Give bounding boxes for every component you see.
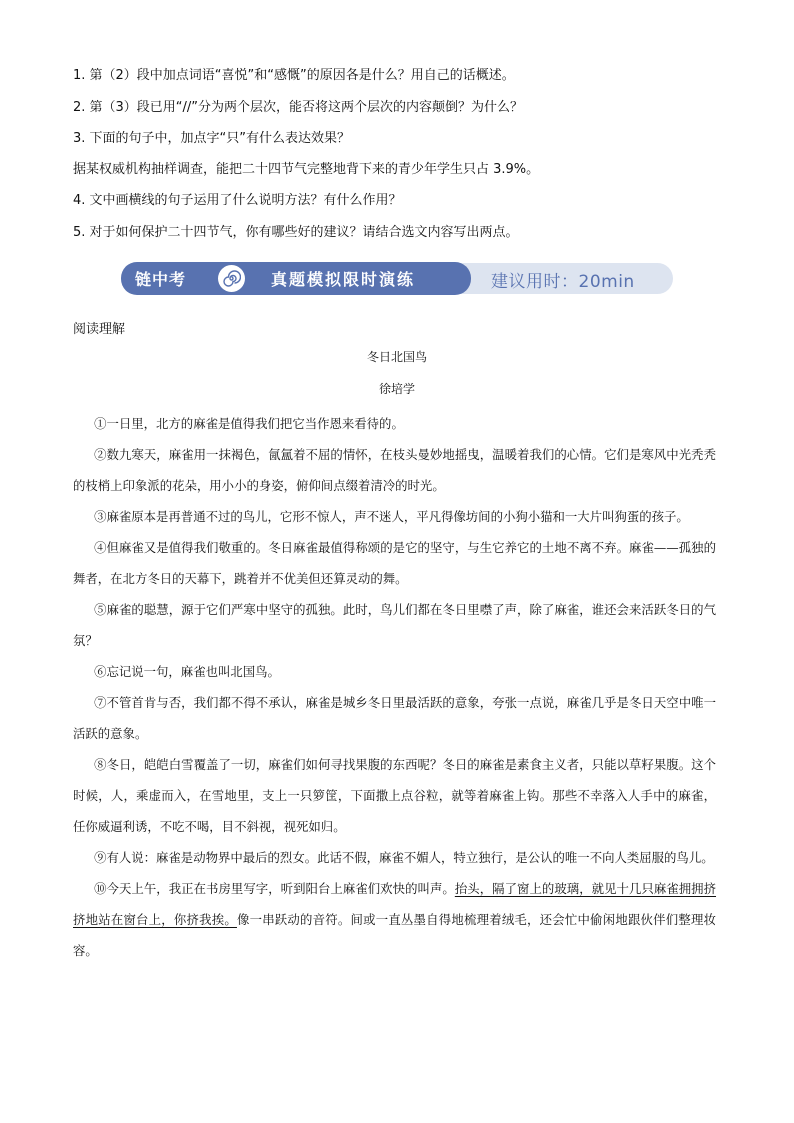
paragraph-3: ③麻雀原本是再普通不过的鸟儿，它形不惊人，声不迷人，平凡得像坊间的小狗小猫和一大片叫狗蛋的孩子。 — [94, 509, 689, 524]
article-title: 冬日北国鸟 — [366, 350, 427, 364]
banner-time-text: 建议用时：20min — [491, 272, 635, 292]
article-author: 徐培学 — [378, 382, 415, 396]
banner-left-text: 链中考 — [135, 270, 187, 289]
paragraph-10-part-2: 像一串跃动的音符。间或一直丛墨自得地梳理着绒毛，还会忙中偷闲地跟伙伴们整理妆容。 — [73, 912, 717, 958]
paragraph-8: ⑧冬日，皑皑白雪覆盖了一切，麻雀们如何寻找果腹的东西呢？冬日的麻雀是素食主义者，只能以草籽果腹。这个时候，人，乘虚而入，在雪地里，支上一只箩筐，下面撒上点谷粒，就等着麻雀上钩。那些不幸落入人手中的麻雀，任你威逼利诱，不吃不喝，目不斜视，视死如归。 — [73, 757, 716, 834]
question-2: 2. 第（3）段已用“//”分为两个层次，能否将这两个层次的内容颠倒？为什么？ — [73, 100, 524, 115]
paragraph-5: ⑤麻雀的聪慧，源于它们严寒中坚守的孤独。此时，鸟儿们都在冬日里噤了声，除了麻雀，谁还会来活跃冬日的气氛？ — [73, 602, 716, 648]
question-4: 4. 文中画横线的句子运用了什么说明方法？有什么作用？ — [73, 193, 402, 208]
paragraph-1: ①一日里，北方的麻雀是值得我们把它当作恩来看待的。 — [94, 416, 404, 431]
spiral-badge-icon — [218, 265, 245, 292]
paragraph-7: ⑦不管首肯与否，我们都不得不承认，麻雀是城乡冬日里最活跃的意象，夸张一点说，麻雀几乎是冬日天空中唯一活跃的意象。 — [73, 695, 716, 741]
question-5: 5. 对于如何保护二十四节气，你有哪些好的建议？请结合选文内容写出两点。 — [73, 225, 519, 240]
question-3: 3. 下面的句子中，加点字“只”有什么表达效果？ — [73, 131, 351, 146]
section-banner — [121, 262, 673, 295]
paragraph-9: ⑨有人说：麻雀是动物界中最后的烈女。此话不假，麻雀不媚人，特立独行，是公认的唯一不向人类屈服的鸟儿。 — [94, 850, 714, 865]
paragraph-10 — [73, 873, 716, 966]
paragraph-10-part-1: ⑩今天上午，我正在书房里写字，听到阳台上麻雀们欢快的叫声。 — [94, 881, 455, 896]
paragraph-4: ④但麻雀又是值得我们敬重的。冬日麻雀最值得称颂的是它的坚守，与生它养它的土地不离不弃。麻雀——孤独的舞者，在北方冬日的天幕下，跳着并不优美但还算灵动的舞。 — [73, 540, 716, 586]
banner-middle-text: 真题模拟限时演练 — [271, 270, 416, 289]
underlined-sentence: 抬头，隔了窗上的玻璃，就见十几只麻雀拥拥挤挤地站在窗台上，你挤我挨。 — [73, 881, 717, 927]
question-1: 1. 第（2）段中加点词语“喜悦”和“感慨”的原因各是什么？用自己的话概述。 — [73, 68, 515, 83]
article-body — [73, 408, 716, 966]
paragraph-6: ⑥忘记说一句，麻雀也叫北国鸟。 — [94, 664, 280, 679]
question-3-quote: 据某权威机构抽样调查，能把二十四节气完整地背下来的青少年学生只占 3.9%。 — [73, 162, 540, 177]
section-label: 阅读理解 — [73, 322, 126, 337]
paragraph-2: ②数九寒天，麻雀用一抹褐色，氤氲着不屈的情怀，在枝头曼妙地摇曳，温暖着我们的心情。它们是寒风中光秃秃的枝梢上印象派的花朵，用小小的身姿，俯仰间点缀着清冷的时光。 — [73, 447, 716, 493]
